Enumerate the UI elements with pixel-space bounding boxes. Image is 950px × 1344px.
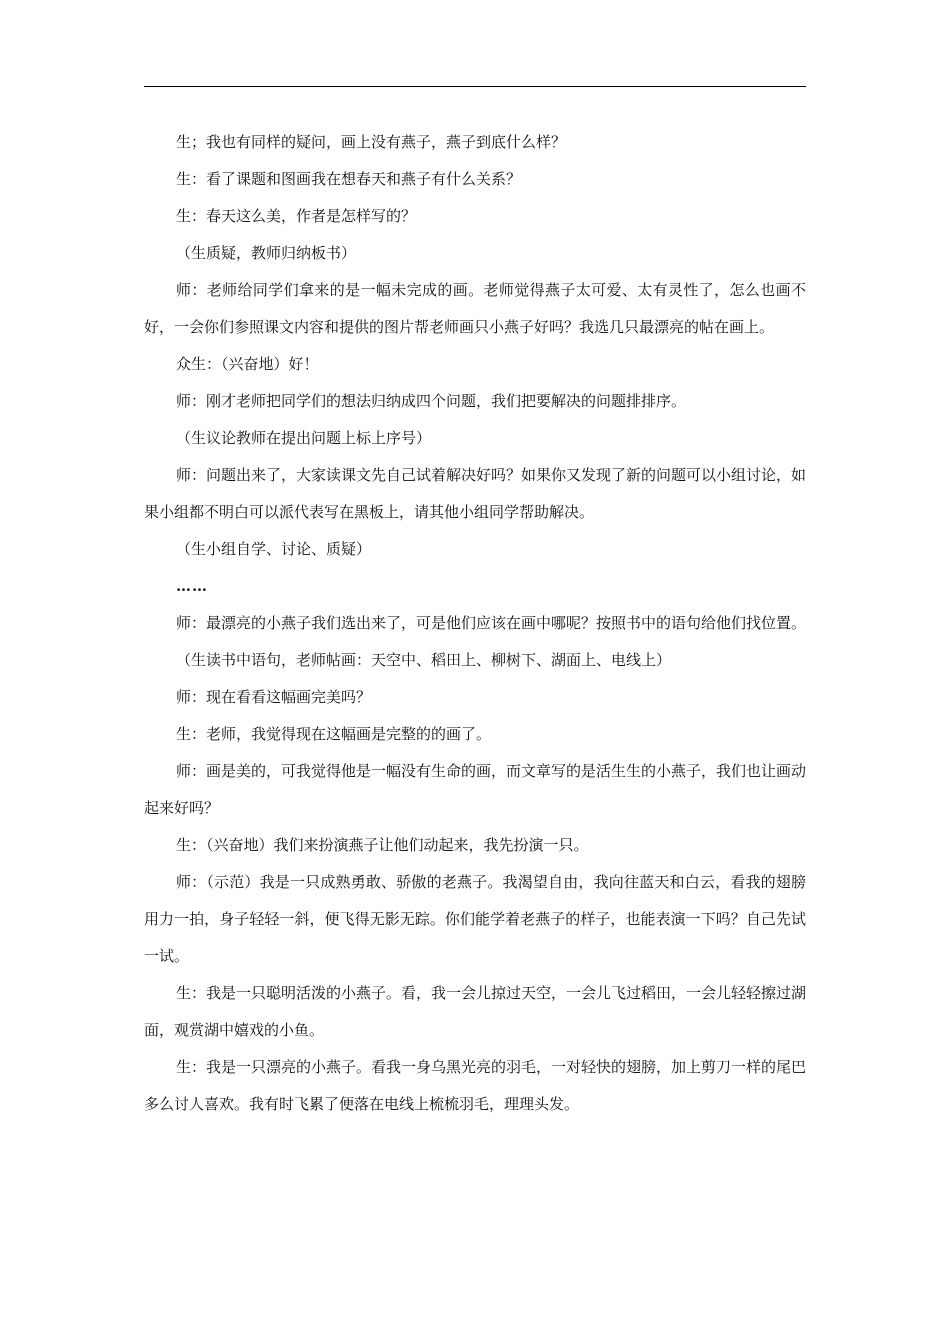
ellipsis: …… [176,577,208,595]
paragraph: 生：春天这么美，作者是怎样写的？ [176,207,417,225]
paragraph: 师：最漂亮的小燕子我们选出来了，可是他们应该在画中哪呢？按照书中的语句给他们找位置。 [176,614,807,632]
paragraph: 生：老师，我觉得现在这幅画是完整的的画了。 [176,725,492,743]
paragraph: 师：现在看看这幅画完美吗？ [176,688,372,706]
paragraph: 师：问题出来了，大家读课文先自己试着解决好吗？如果你又发现了新的问题可以小组讨论，如果小组都不明白可以派代表写在黑板上，请其他小组同学帮助解决。 [144,466,807,521]
stage-direction: （生读书中语句，老师帖画：天空中、稻田上、柳树下、湖面上、电线上） [176,651,672,669]
paragraph: 师：（示范）我是一只成熟勇敢、骄傲的老燕子。我渴望自由，我向往蓝天和白云，看我的翅膀用力一拍，身子轻轻一斜，便飞得无影无踪。你们能学着老燕子的样子，也能表演一下吗？自己先试一试。 [144,873,806,965]
paragraph: 师：画是美的，可我觉得他是一幅没有生命的画，而文章写的是活生生的小燕子，我们也让画动起来好吗？ [144,762,807,817]
stage-direction: （生质疑，教师归纳板书） [176,244,357,262]
header-rule [144,86,806,87]
stage-direction: （生议论教师在提出问题上标上序号） [176,429,432,447]
paragraph: 生：（兴奋地）我们来扮演燕子让他们动起来，我先扮演一只。 [176,836,589,854]
paragraph: 生：我是一只聪明活泼的小燕子。看，我一会儿掠过天空，一会儿飞过稻田，一会儿轻轻擦过湖面，观赏湖中嬉戏的小鱼。 [144,984,807,1039]
stage-direction: （生小组自学、讨论、质疑） [176,540,372,558]
paragraph: 生；我也有同样的疑问，画上没有燕子，燕子到底什么样？ [176,133,567,151]
paragraph: 众生：（兴奋地）好！ [176,355,319,373]
paragraph: 师：老师给同学们拿来的是一幅未完成的画。老师觉得燕子太可爱、太有灵性了，怎么也画不好，一会你们参照课文内容和提供的图片帮老师画只小燕子好吗？我选几只最漂亮的帖在画上。 [144,281,806,336]
paragraph: 生：我是一只漂亮的小燕子。看我一身乌黑光亮的羽毛，一对轻快的翅膀，加上剪刀一样的尾巴多么讨人喜欢。我有时飞累了便落在电线上梳梳羽毛，理理头发。 [144,1058,807,1113]
document-body [144,124,806,1123]
paragraph: 师：刚才老师把同学们的想法归纳成四个问题，我们把要解决的问题排排序。 [176,392,687,410]
paragraph: 生：看了课题和图画我在想春天和燕子有什么关系？ [176,170,522,188]
